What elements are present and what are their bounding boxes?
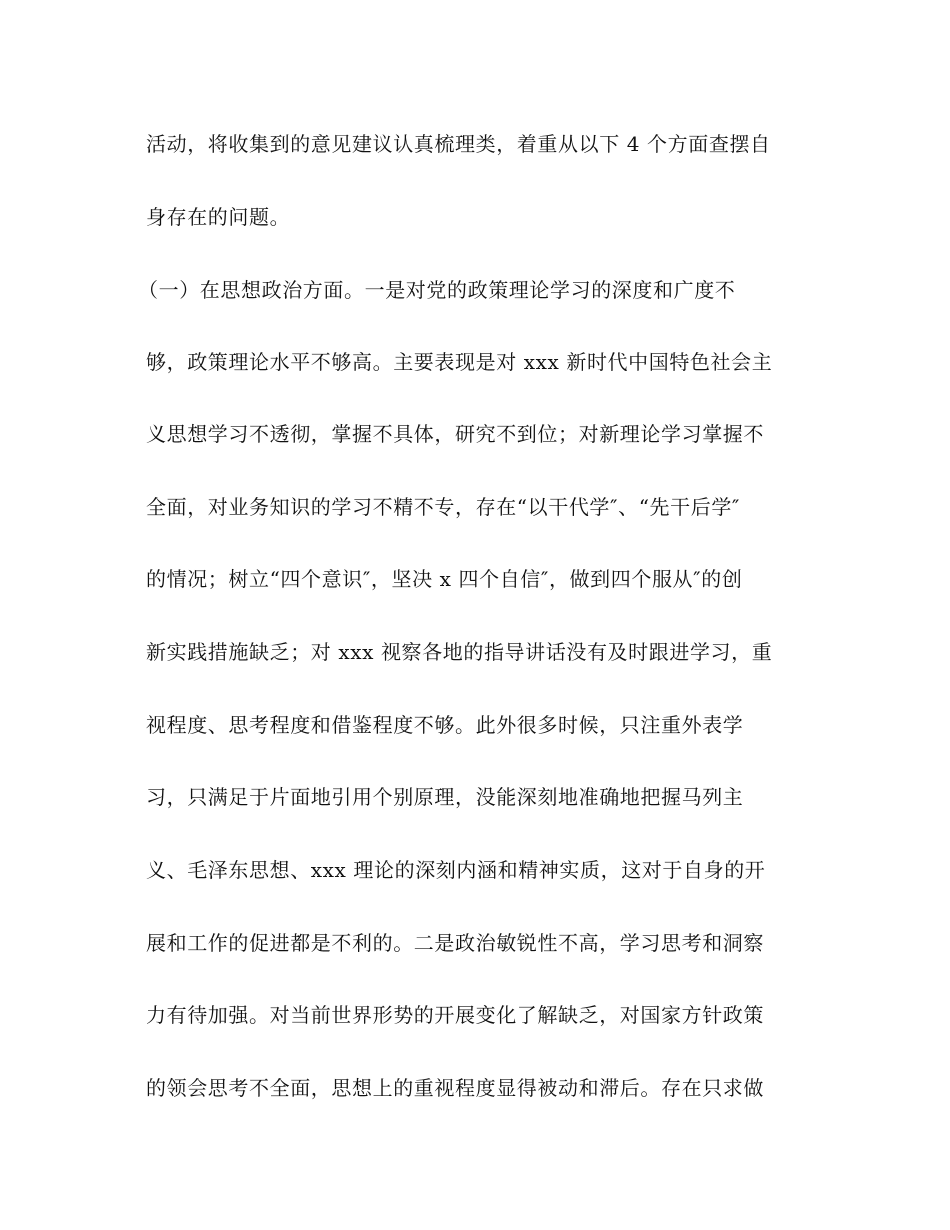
text-line-10: 习，只满足于片面地引用个别原理，没能深刻地准确地把握马列主 bbox=[146, 785, 744, 809]
section-heading-line: （一）在思想政治方面。一是对党的政策理论学习的深度和广度不 bbox=[138, 278, 736, 302]
text-line-1: 活动，将收集到的意见建议认真梳理类，着重从以下 4 个方面查摆自 bbox=[146, 132, 771, 156]
text-line-2: 身存在的问题。 bbox=[146, 205, 291, 229]
text-line-6: 全面，对业务知识的学习不精不专，存在“以干代学″、“先干后学″ bbox=[146, 495, 740, 519]
text-line-7: 的情况；树立“四个意识″，坚决 x 四个自信″，做到四个服从″的创 bbox=[146, 567, 743, 591]
text-line-4: 够，政策理论水平不够高。主要表现是对 xxx 新时代中国特色社会主 bbox=[146, 350, 773, 374]
text-line-8: 新实践措施缺乏；对 xxx 视察各地的指导讲话没有及时跟进学习，重 bbox=[146, 640, 773, 664]
text-line-13: 力有待加强。对当前世界形势的开展变化了解缺乏，对国家方针政策 bbox=[146, 1003, 764, 1027]
text-line-11: 义、毛泽东思想、xxx 理论的深刻内涵和精神实质，这对于自身的开 bbox=[146, 858, 766, 882]
text-line-14: 的领会思考不全面，思想上的重视程度显得被动和滞后。存在只求做 bbox=[146, 1076, 764, 1100]
text-line-12: 展和工作的促进都是不利的。二是政治敏锐性不高，学习思考和洞察 bbox=[146, 931, 764, 955]
text-line-9: 视程度、思考程度和借鉴程度不够。此外很多时候，只注重外表学 bbox=[146, 713, 744, 737]
text-line-5: 义思想学习不透彻，掌握不具体，研究不到位；对新理论学习掌握不 bbox=[146, 422, 764, 446]
